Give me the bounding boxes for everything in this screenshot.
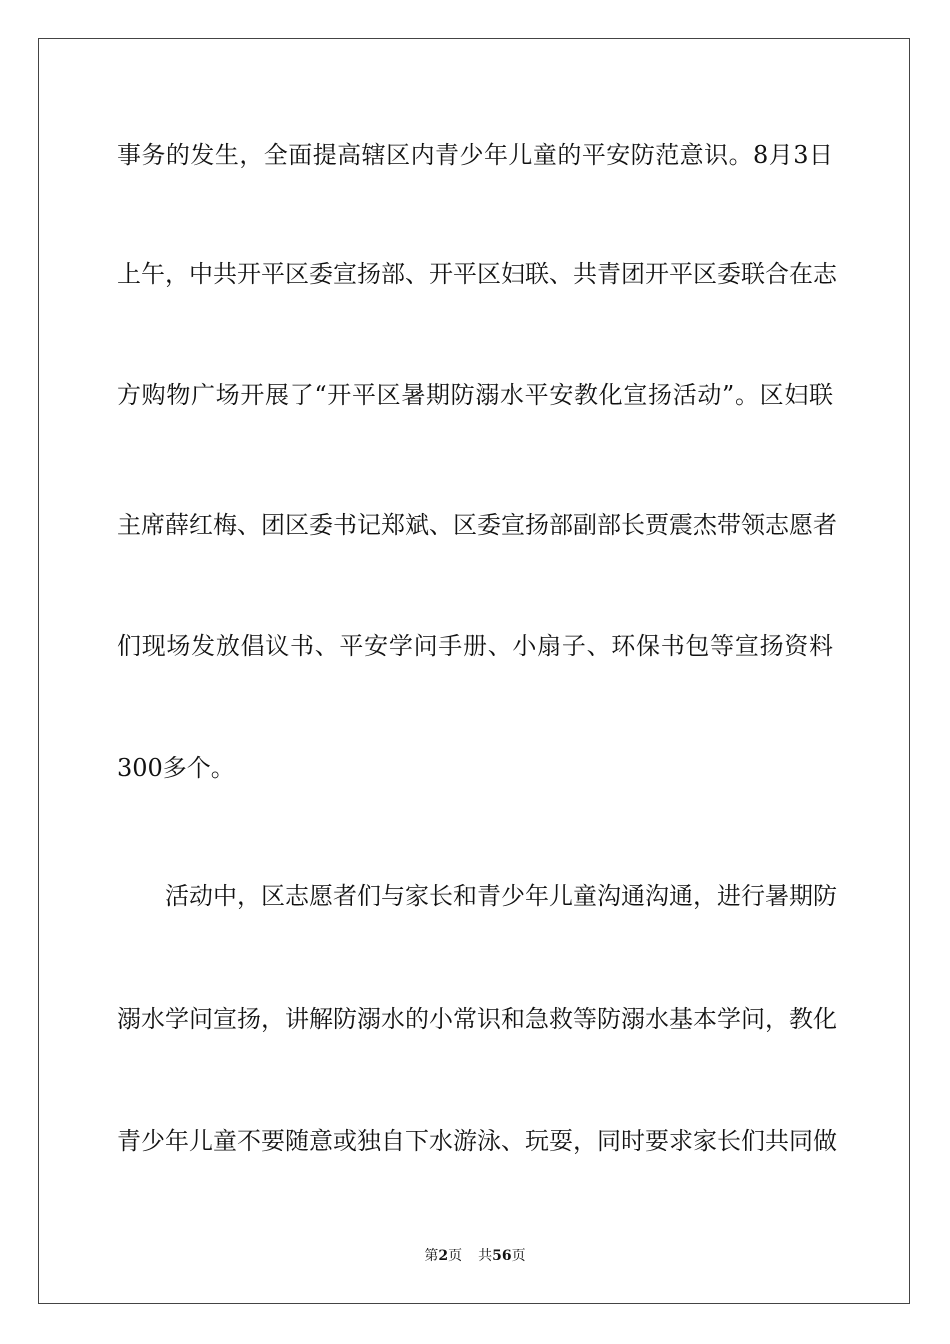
text-line-1: 事务的发生，全面提高辖区内青少年儿童的平安防范意识。8月3日	[117, 141, 833, 169]
text-line-7: 活动中，区志愿者们与家长和青少年儿童沟通沟通，进行暑期防	[165, 882, 837, 910]
text-line-4: 主席薛红梅、团区委书记郑斌、区委宣扬部副部长贾震杰带领志愿者	[117, 511, 837, 539]
total-prefix: 共	[478, 1248, 493, 1264]
page-footer	[0, 1246, 950, 1266]
text-line-6: 300多个。	[117, 754, 235, 782]
page-unit: 页	[448, 1248, 463, 1264]
page-total: 56	[492, 1248, 512, 1264]
text-line-5: 们现场发放倡议书、平安学问手册、小扇子、环保书包等宣扬资料	[117, 632, 833, 660]
page-current: 2	[438, 1248, 449, 1264]
page-border	[38, 38, 910, 1304]
text-line-8: 溺水学问宣扬，讲解防溺水的小常识和急救等防溺水基本学问，教化	[117, 1005, 837, 1033]
text-line-9: 青少年儿童不要随意或独自下水游泳、玩耍，同时要求家长们共同做	[117, 1127, 837, 1155]
text-line-3: 方购物广场开展了“开平区暑期防溺水平安教化宣扬活动”。区妇联	[117, 381, 833, 409]
total-unit: 页	[511, 1248, 526, 1264]
text-line-2: 上午，中共开平区委宣扬部、开平区妇联、共青团开平区委联合在志	[117, 260, 837, 288]
page-prefix: 第	[424, 1248, 439, 1264]
